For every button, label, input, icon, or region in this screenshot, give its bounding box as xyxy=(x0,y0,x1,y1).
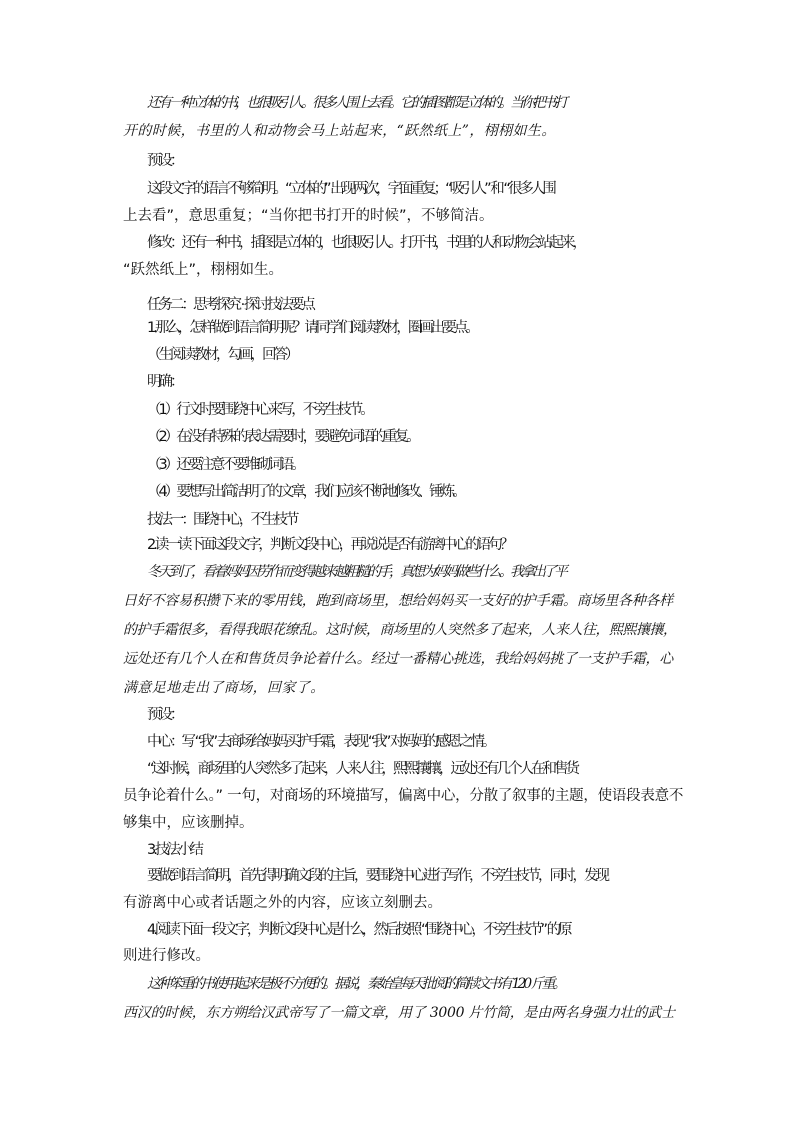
point-line: （3）还要注意不要堆砌词语。 xyxy=(147,457,303,473)
preset-label: 预设： xyxy=(147,707,182,723)
analysis-line: 上去看”，意思重复；“当你把书打开的时候”，不够简洁。 xyxy=(123,208,494,224)
summary-line: 有游离中心或者话题之外的内容，应该立刻删去。 xyxy=(123,895,442,911)
example-paragraph-line: 冬天到了，看着妈妈因劳作而变得越来越粗糙的手，真想为妈妈做些什么。我拿出了平 xyxy=(147,564,565,580)
example-paragraph-line: 远处还有几个人在和售货员争论着什么。经过一番精心挑选，我给妈妈挑了一支护手霜，心 xyxy=(123,651,673,667)
question-line: 4.阅读下面一段文字，判断文段中心是什么，然后按照 “围绕中心，不旁生枝节” 的原 xyxy=(147,922,570,938)
clarify-label: 明确： xyxy=(147,374,182,390)
note-line: （生阅读教材，勾画，回答） xyxy=(147,347,297,363)
question-line: 则进行修改。 xyxy=(123,948,210,964)
task-heading: 任务二：思考探究 · 探讨技法要点 xyxy=(147,297,313,313)
center-line: 中心：写 “我” 去商场给妈妈买护手霜，表现 “我” 对妈妈的感恩之情。 xyxy=(147,734,494,750)
example-paragraph-line: 日好不容易积攒下来的零用钱，跑到商场里，想给妈妈买一支好的护手霜。商场里各种各样 xyxy=(123,593,673,609)
revision-line: “跃然纸上”，栩栩如生。 xyxy=(123,262,284,278)
example-paragraph-line: 满意足地走出了商场，回家了。 xyxy=(123,680,325,696)
question-line: 2.读一读下面这段文字，判断文段中心，再说说是否有游离中心的语句？ xyxy=(147,537,512,553)
point-line: （4）要想写出简洁明了的文章，我们应该不断地修改、锤炼。 xyxy=(147,484,464,500)
analysis-line: 够集中，应该删掉。 xyxy=(123,815,254,831)
example-paragraph-line: 西汉的时候，东方朔给汉武帝写了一篇文章，用了 3000 片竹简，是由两名身强力壮的武士 xyxy=(123,1005,675,1021)
point-line: （2）在没有特殊的表达需要时，要避免词语的重复。 xyxy=(147,429,418,445)
example-paragraph-line: 的护手霜很多，看得我眼花缭乱。这时候，商场里的人突然多了起来，人来人往，熙熙攘攘， xyxy=(123,622,677,638)
analysis-line: “这时候，商场里的人突然多了起来，人来人往，熙熙攘攘，远处还有几个人在和售货 xyxy=(147,761,578,777)
summary-heading: 3.技法小结 xyxy=(147,842,201,858)
summary-line: 要做到语言简明，首先得明确文段的主旨，要围绕中心进行写作，不旁生枝节，同时，发现 xyxy=(147,868,607,884)
technique-heading: 技法一：围绕中心，不生枝节 xyxy=(147,512,297,528)
example-paragraph-line: 开的时候，书里的人和动物会马上站起来，“跃然纸上”，栩栩如生。 xyxy=(123,123,556,139)
analysis-line: 这段文字的语言不够简明。“立体的” 出现两次，字面重复；“吸引人” 和 “很多人围 xyxy=(147,181,554,197)
example-paragraph-line: 这种笨重的书使用起来是极不方便的。据说，秦始皇每天批阅的简牍文书有 120 斤重。 xyxy=(147,976,564,992)
analysis-line: 员争论着什么。” 一句，对商场的环境描写，偏离中心，分散了叙事的主题，使语段表意不 xyxy=(123,788,684,804)
example-paragraph-line: 还有一种立体的书，也很吸引人。很多人围上去看。它的插图都是立体的。当你把书打 xyxy=(147,95,565,111)
revision-line: 修改：还有一种书，插图是立体的，也很吸引人。打开书，书里的人和动物会站起来， xyxy=(147,235,584,251)
preset-label: 预设： xyxy=(147,153,182,169)
question-line: 1.那么，怎样做到语言简明呢？请同学们阅读教材，圈画出要点。 xyxy=(147,320,477,336)
point-line: （1）行文时要围绕中心来写，不旁生枝节。 xyxy=(147,402,372,418)
